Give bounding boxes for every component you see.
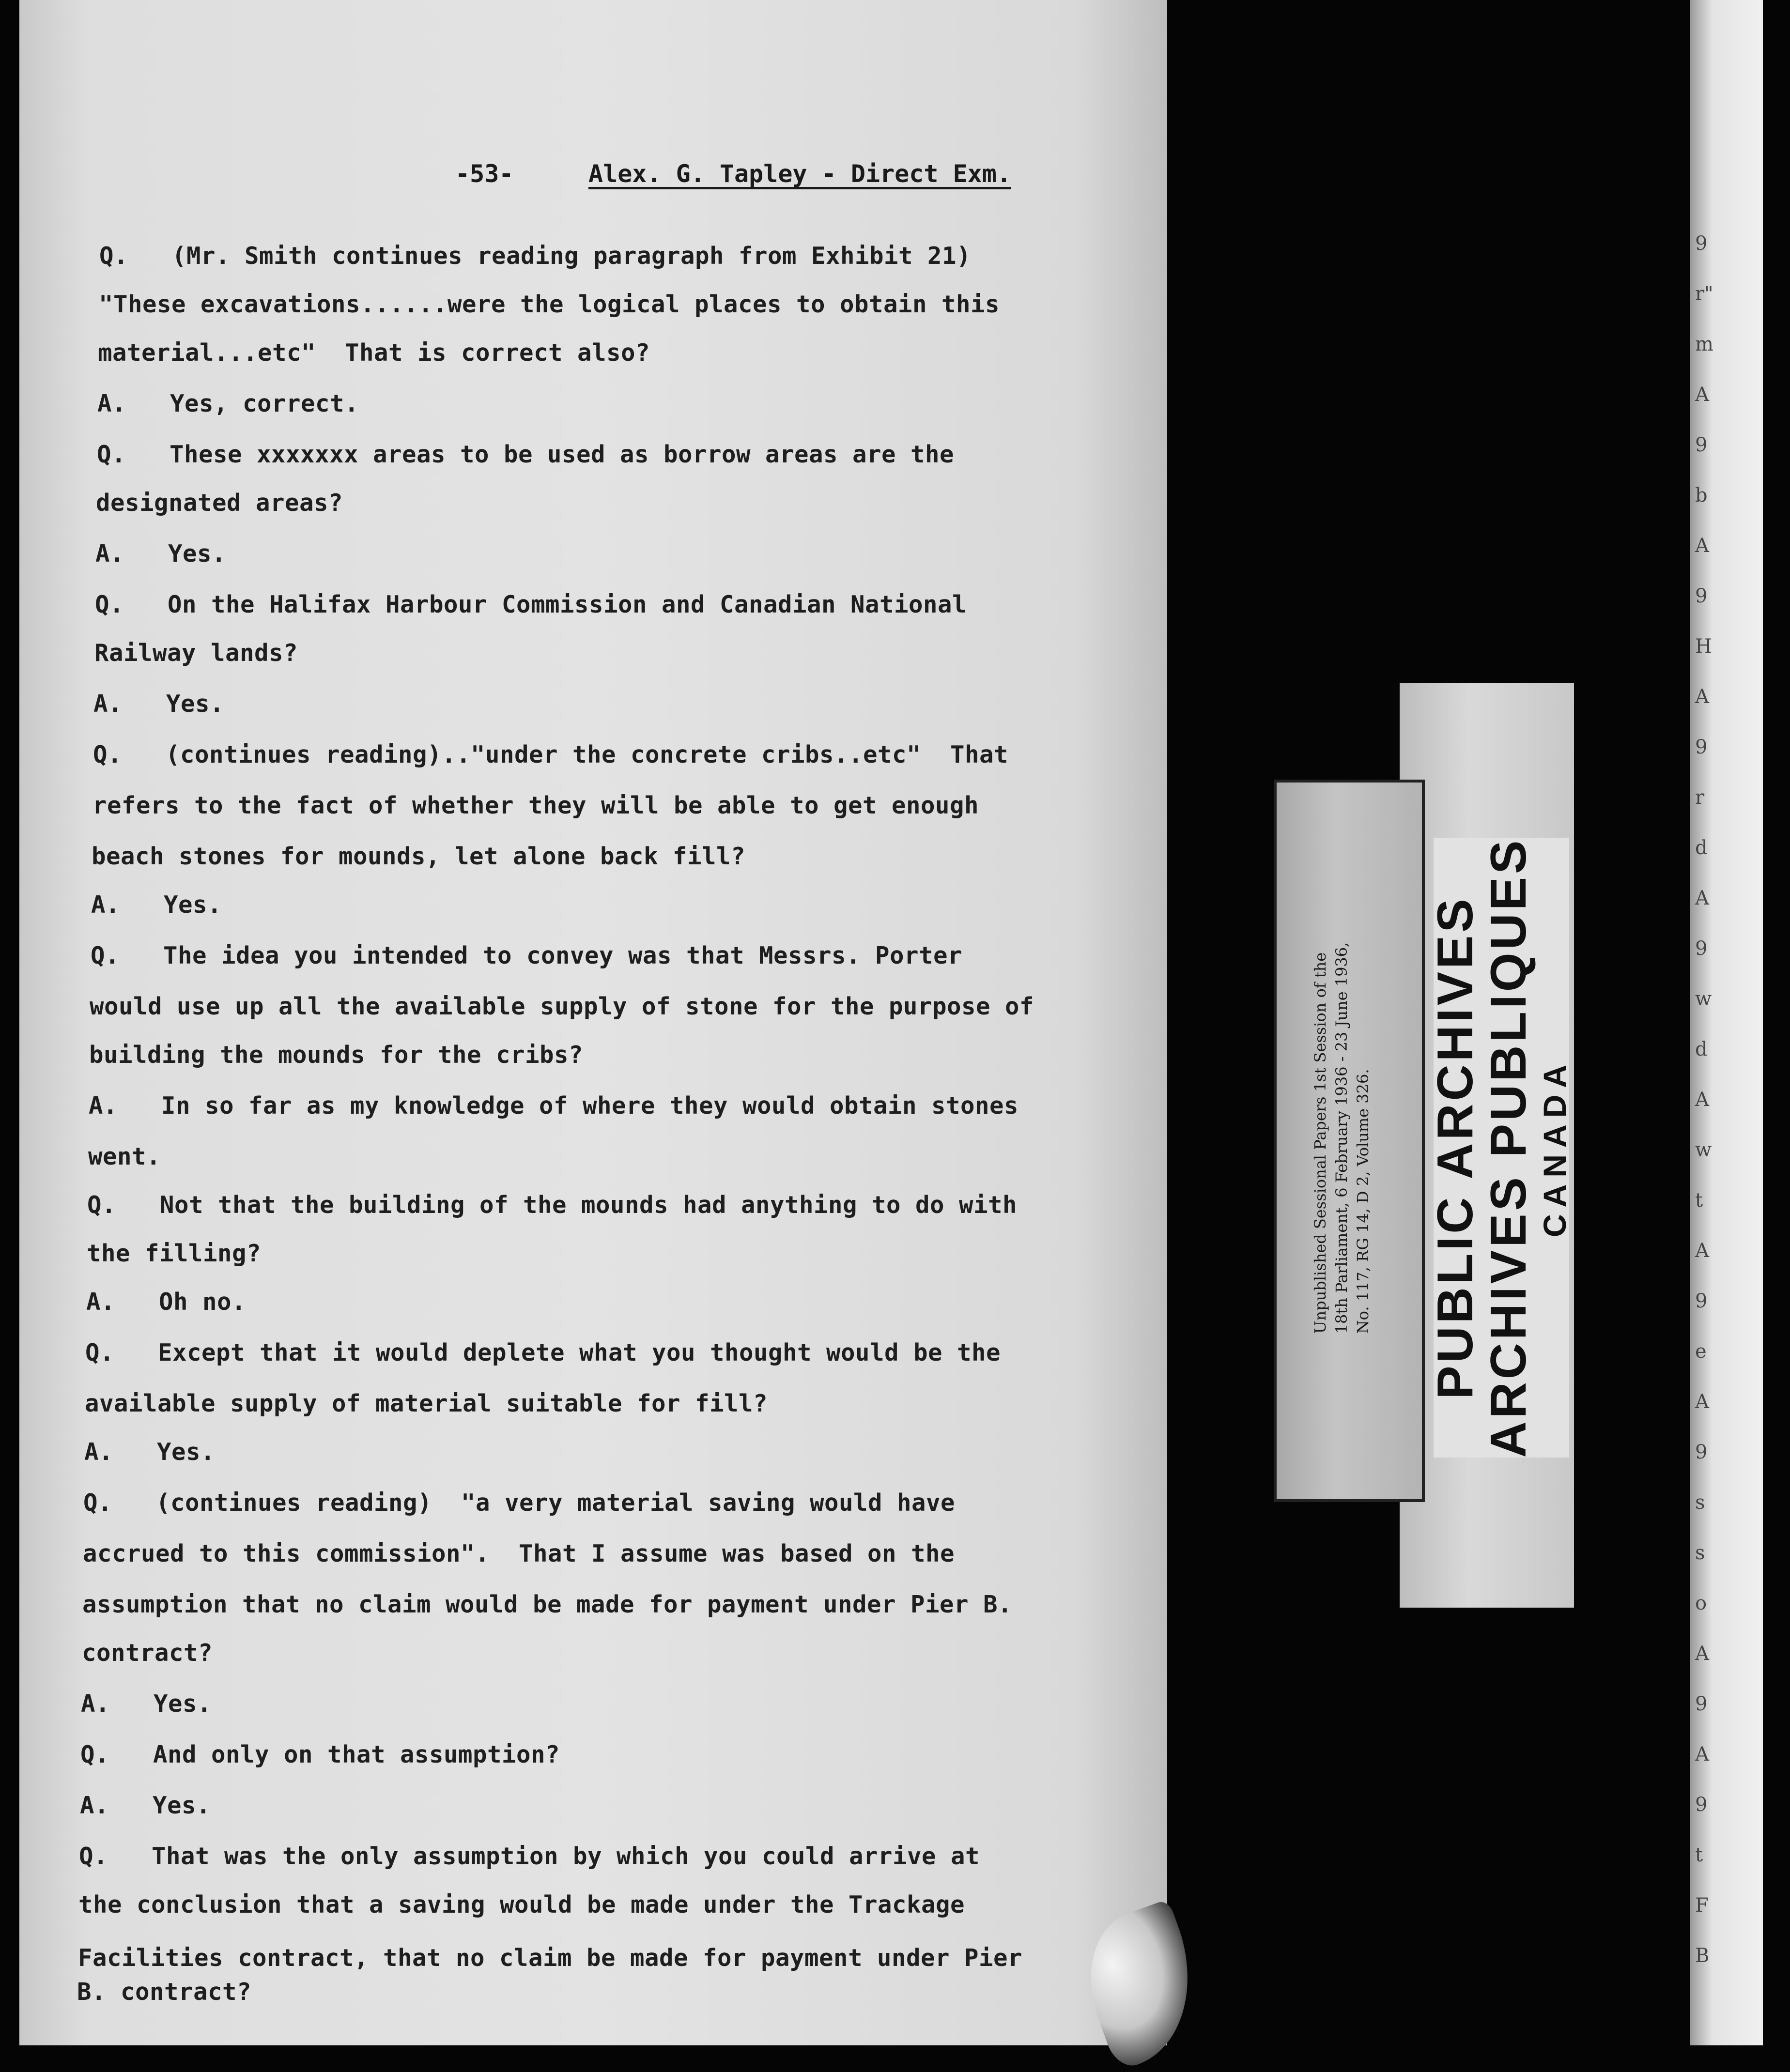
transcript-line: building the mounds for the cribs? bbox=[89, 1041, 584, 1069]
adjacent-page-mark: A bbox=[1695, 1743, 1709, 1765]
transcript-line: A. Yes. bbox=[80, 1792, 211, 1819]
adjacent-page-mark: t bbox=[1695, 1189, 1703, 1212]
adjacent-page-mark: 9 bbox=[1695, 1441, 1708, 1463]
stamp-line-3: CANADA bbox=[1537, 1058, 1573, 1237]
transcript-line: A. Yes. bbox=[91, 891, 222, 919]
transcript-line: went. bbox=[88, 1143, 161, 1170]
transcript-line: Q. And only on that assumption? bbox=[80, 1741, 560, 1768]
transcript-line: A. In so far as my knowledge of where they would obtain stones bbox=[89, 1092, 1019, 1120]
adjacent-page-mark: H bbox=[1695, 635, 1712, 658]
adjacent-page-mark: 9 bbox=[1695, 1290, 1708, 1312]
transcript-line: Q. These xxxxxxx areas to be used as borrow areas are the bbox=[97, 441, 955, 468]
adjacent-page-mark: F bbox=[1695, 1894, 1709, 1917]
transcript-line: Q. That was the only assumption by which you could arrive at bbox=[79, 1842, 980, 1870]
adjacent-page-mark: 9 bbox=[1695, 1794, 1708, 1816]
transcript-line: A. Oh no. bbox=[86, 1288, 247, 1316]
transcript-line: contract? bbox=[82, 1639, 213, 1667]
adjacent-page-mark: 9 bbox=[1695, 585, 1708, 607]
adjacent-page-mark: b bbox=[1695, 484, 1708, 506]
adjacent-page-edge bbox=[1690, 0, 1763, 2045]
transcript-line: A. Yes, correct. bbox=[97, 390, 359, 417]
adjacent-page-mark: s bbox=[1695, 1542, 1705, 1564]
transcript-line: Railway lands? bbox=[94, 639, 298, 667]
transcript-line: A. Yes. bbox=[93, 690, 225, 718]
transcript-line: refers to the fact of whether they will be able to get enough bbox=[93, 792, 979, 819]
archive-label-line-2: 18th Parliament, 6 February 1936 - 23 June 1936, bbox=[1332, 942, 1351, 1334]
transcript-line: Q. Not that the building of the mounds had anything to do with bbox=[87, 1191, 1018, 1219]
transcript-line: Q. On the Halifax Harbour Commission and Canadian National bbox=[95, 591, 967, 618]
transcript-line: A. Yes. bbox=[81, 1690, 212, 1718]
transcript-line: beach stones for mounds, let alone back fill? bbox=[92, 843, 746, 870]
adjacent-page-mark: d bbox=[1695, 1038, 1708, 1060]
adjacent-page-mark: A bbox=[1695, 1240, 1709, 1262]
transcript-line: A. Yes. bbox=[95, 540, 227, 568]
adjacent-page-mark: 9 bbox=[1695, 736, 1708, 758]
adjacent-page-mark: 9 bbox=[1695, 1693, 1708, 1715]
adjacent-page-mark: A bbox=[1695, 887, 1709, 909]
adjacent-page-mark: m bbox=[1695, 333, 1713, 355]
transcript-line: Facilities contract, that no claim be made for payment under Pier bbox=[78, 1944, 1023, 1972]
adjacent-page-mark: B bbox=[1695, 1945, 1710, 1967]
adjacent-page-mark: s bbox=[1695, 1491, 1705, 1514]
transcript-line: designated areas? bbox=[96, 489, 343, 517]
adjacent-page-mark: r bbox=[1695, 786, 1705, 809]
transcript-line: the filling? bbox=[87, 1240, 262, 1267]
transcript-line: Q. Except that it would deplete what you thought would be the bbox=[85, 1339, 1001, 1366]
page-number: -53- bbox=[455, 160, 514, 188]
transcript-line: the conclusion that a saving would be made under the Trackage bbox=[78, 1891, 965, 1919]
transcript-line: Q. (continues reading).."under the concrete cribs..etc" That bbox=[93, 741, 1009, 768]
transcript-line: Q. (Mr. Smith continues reading paragraph from Exhibit 21) bbox=[99, 242, 972, 270]
adjacent-page-mark: t bbox=[1695, 1844, 1703, 1866]
adjacent-page-mark: A bbox=[1695, 1642, 1709, 1665]
adjacent-page-mark: 9 bbox=[1695, 434, 1708, 456]
adjacent-page-mark: 9 bbox=[1695, 937, 1708, 960]
transcript-line: Q. (continues reading) "a very material saving would have bbox=[83, 1489, 956, 1517]
adjacent-page-mark: d bbox=[1695, 837, 1708, 859]
transcript-line: A. Yes. bbox=[84, 1438, 216, 1466]
adjacent-page-mark: A bbox=[1695, 535, 1709, 557]
transcript-line: B. contract? bbox=[77, 1978, 252, 2006]
adjacent-page-mark: w bbox=[1695, 1139, 1712, 1161]
transcript-line: material...etc" That is correct also? bbox=[98, 339, 650, 367]
stamp-line-1: PUBLIC ARCHIVES bbox=[1427, 896, 1483, 1399]
adjacent-page-mark: A bbox=[1695, 686, 1709, 708]
archive-label-line-1: Unpublished Sessional Papers 1st Session of the bbox=[1311, 952, 1329, 1334]
transcript-line: assumption that no claim would be made for payment under Pier B. bbox=[82, 1591, 1013, 1618]
archive-reference-text bbox=[1310, 942, 1373, 1334]
adjacent-page-mark: w bbox=[1695, 988, 1712, 1010]
transcript-line: would use up all the available supply of stone for the purpose of bbox=[90, 993, 1034, 1020]
adjacent-page-mark: A bbox=[1695, 1089, 1709, 1111]
adjacent-page-mark: 9 bbox=[1695, 232, 1708, 255]
transcript-line: accrued to this commission". That I assume was based on the bbox=[83, 1540, 955, 1567]
adjacent-page-mark: r" bbox=[1695, 283, 1713, 305]
transcript-line: Q. The idea you intended to convey was that Messrs. Porter bbox=[91, 942, 963, 969]
archive-label-line-3: No. 117, RG 14, D 2, Volume 326. bbox=[1354, 1069, 1372, 1334]
adjacent-page-mark: o bbox=[1695, 1592, 1707, 1614]
adjacent-page-mark: A bbox=[1695, 1391, 1709, 1413]
archive-stamp-text bbox=[1429, 837, 1574, 1458]
adjacent-page-mark: e bbox=[1695, 1340, 1707, 1363]
transcript-line: "These excavations......were the logical places to obtain this bbox=[99, 291, 1000, 318]
witness-header: Alex. G. Tapley - Direct Exm. bbox=[588, 160, 1011, 188]
stamp-line-2: ARCHIVES PUBLIQUES bbox=[1481, 837, 1537, 1458]
adjacent-page-mark: A bbox=[1695, 384, 1709, 406]
transcript-line: available supply of material suitable for fill? bbox=[85, 1390, 768, 1417]
